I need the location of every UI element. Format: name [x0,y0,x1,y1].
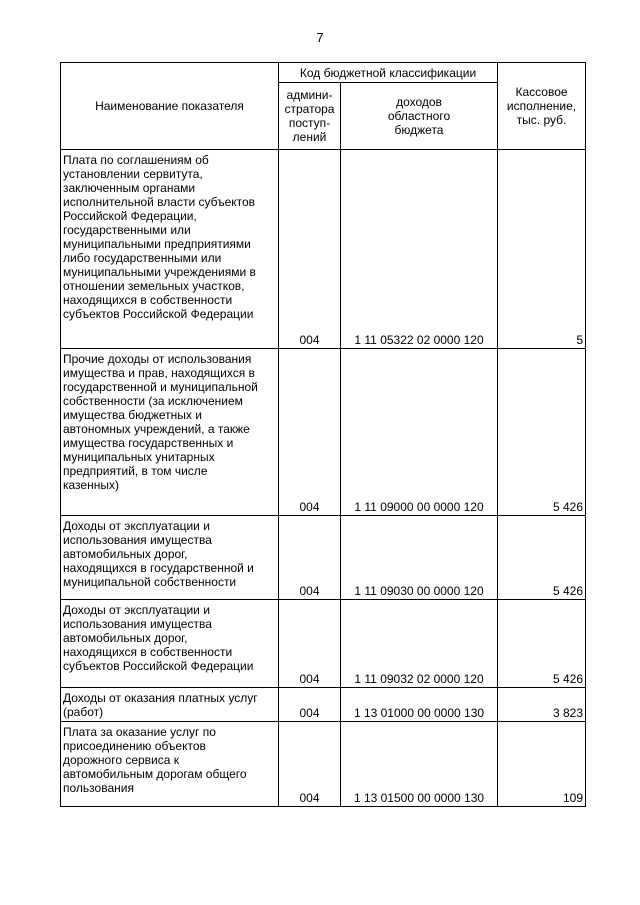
row-code: 1 11 09032 02 0000 120 [341,600,498,688]
table-row [61,722,586,807]
row-name: Плата по соглашениям об установлении сервитута, заключенным органами исполнительной власти субъектов Российской Федерации, государственными или муниципальными предприятиями либо государственными или муниципальными учреждениями в отношении земельных участков, находящихся в собственности субъектов Российской Федерации [61,150,279,349]
row-amount: 109 [498,722,586,807]
row-admin: 004 [279,516,341,600]
row-admin: 004 [279,688,341,722]
row-amount: 5 426 [498,349,586,516]
budget-table [60,62,586,807]
row-code: 1 13 01500 00 0000 130 [341,722,498,807]
row-name: Доходы от эксплуатации и использования имущества автомобильных дорог, находящихся в собственности субъектов Российской Федерации [61,600,279,688]
table-row [61,349,586,516]
row-admin: 004 [279,150,341,349]
row-name: Прочие доходы от использования имущества и прав, находящихся в государственной и муниципальной собственности (за исключением имущества бюджетных и автономных учреждений, а также имущества государственных и муниципальных унитарных предприятий, в том числе казенных) [61,349,279,516]
header-admin: админи- стратора поступ- лений [279,83,341,150]
row-amount: 5 [498,150,586,349]
header-name: Наименование показателя [61,63,279,150]
row-code: 1 11 05322 02 0000 120 [341,150,498,349]
row-amount: 5 426 [498,516,586,600]
page-number: 7 [316,30,324,45]
row-admin: 004 [279,722,341,807]
table-row [61,516,586,600]
table-row [61,600,586,688]
row-code: 1 13 01000 00 0000 130 [341,688,498,722]
table-row [61,150,586,349]
row-admin: 004 [279,349,341,516]
header-amount: Кассовое исполнение, тыс. руб. [498,63,586,150]
row-name: Доходы от оказания платных услуг (работ) [61,688,279,722]
row-name: Доходы от эксплуатации и использования имущества автомобильных дорог, находящихся в государственной и муниципальной собственности [61,516,279,600]
row-code: 1 11 09030 00 0000 120 [341,516,498,600]
row-admin: 004 [279,600,341,688]
table-row [61,688,586,722]
row-amount: 3 823 [498,688,586,722]
row-amount: 5 426 [498,600,586,688]
header-income: доходов областного бюджета [341,83,498,150]
row-code: 1 11 09000 00 0000 120 [341,349,498,516]
header-code-group: Код бюджетной классификации [279,63,498,83]
row-name: Плата за оказание услуг по присоединению объектов дорожного сервиса к автомобильным дорогам общего пользования [61,722,279,807]
